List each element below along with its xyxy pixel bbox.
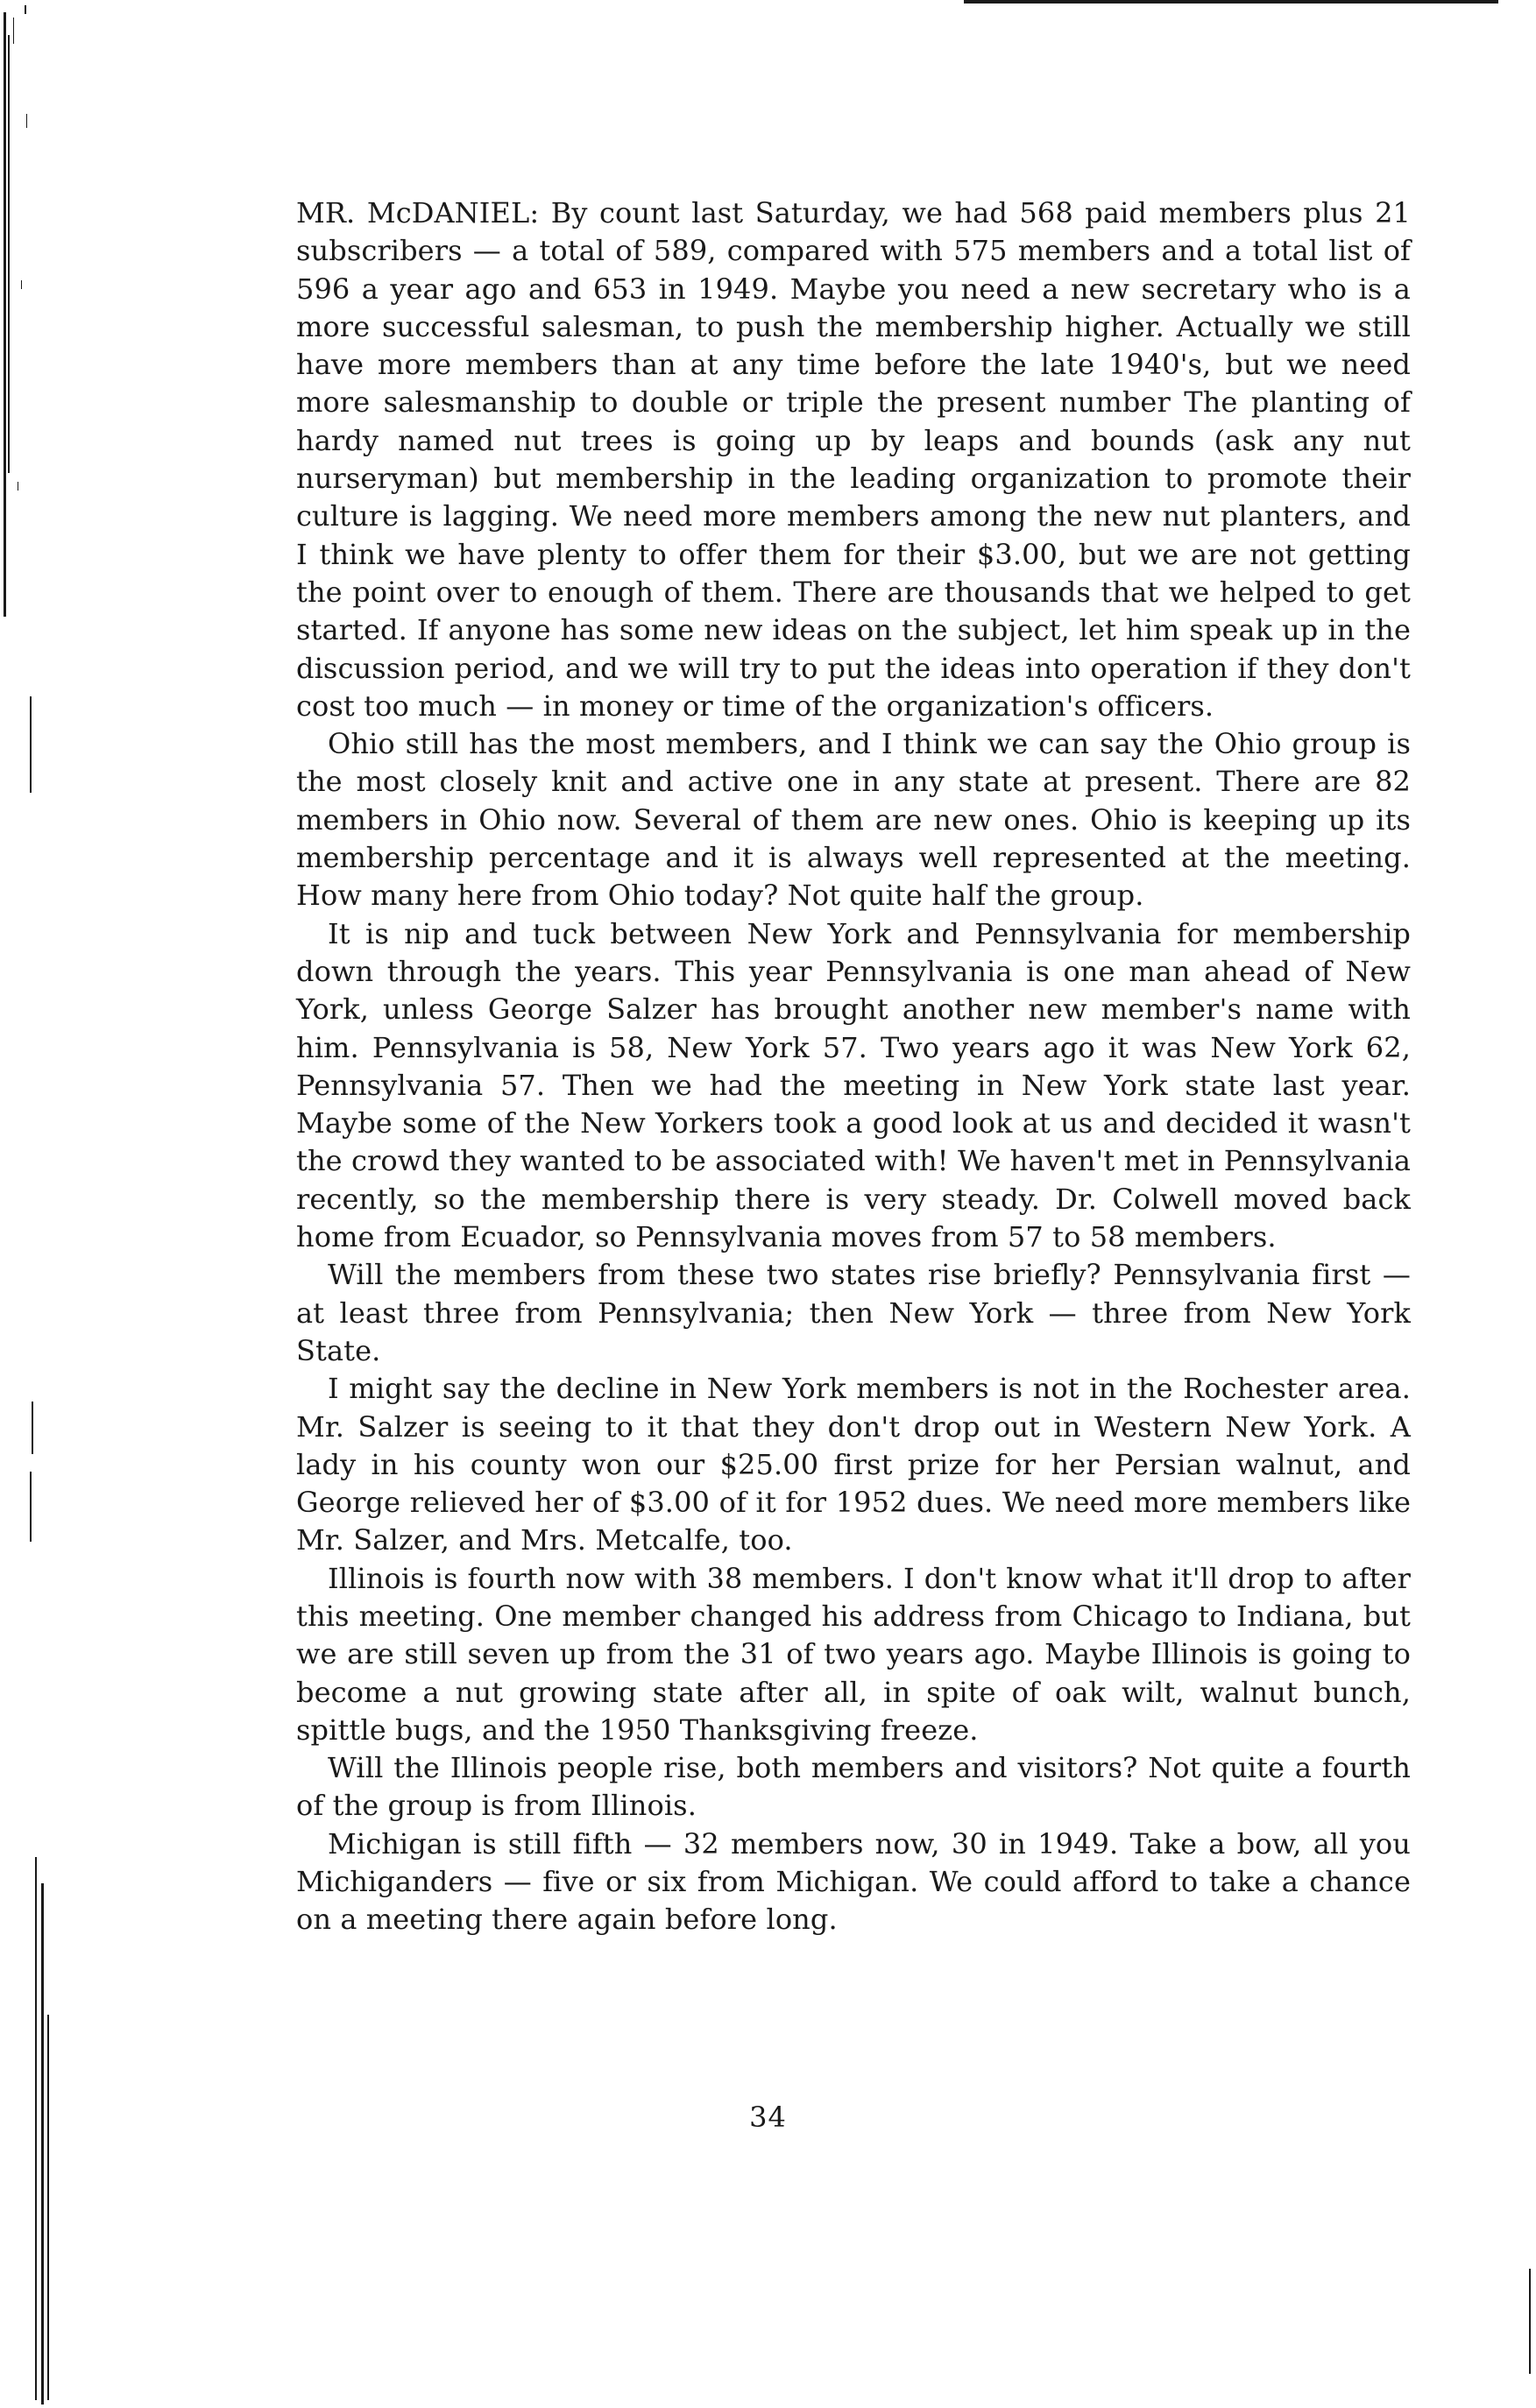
scan-edge-mark (30, 696, 32, 793)
scan-edge-mark (13, 18, 14, 44)
scan-edge-mark (21, 280, 22, 289)
scan-edge-mark (8, 35, 10, 473)
paragraph: Ohio still has the most members, and I think we can say the Ohio group is the most closely knit and active one in any state at present. There are 82 members in Ohio now. Several of them are new ones. Ohio is keeping up its membership percentage and it is always well represented at the meeting. How many here from Ohio today? Not quite half the group. (296, 727, 1411, 913)
scan-edge-mark (26, 114, 27, 128)
scan-edge-mark (41, 1883, 44, 2404)
paragraph: Will the members from these two states rise briefly? Pennsylvania first — at least three from Pennsylvania; then New York — three from New York State. (296, 1258, 1411, 1367)
paragraph: Illinois is fourth now with 38 members. I don't know what it'll drop to after this meeting. One member changed his address from Chicago to Indiana, but we are still seven up from the 31 of two years ago. Maybe Illinois is going to become a nut growing state after all, in spite of oak wilt, walnut bunch, spittle bugs, and the 1950 Thanksgiving freeze. (296, 1561, 1411, 1747)
paragraph: Michigan is still fifth — 32 members now, 30 in 1949. Take a bow, all you Michiganders — five or six from Michigan. We could afford to take a chance on a meeting there again before long. (296, 1826, 1411, 1937)
scan-edge-mark (4, 12, 6, 617)
paragraph: I might say the decline in New York members is not in the Rochester area. Mr. Salzer is seeing to it that they don't drop out in Western New York. A lady in his county won our $25.00 first prize for her Persian walnut, and George relieved her of $3.00 of it for 1952 dues. We need more members like Mr. Salzer, and Mrs. Metcalfe, too. (296, 1372, 1411, 1557)
scan-edge-mark (30, 1472, 32, 1542)
scan-edge-mark (47, 2015, 49, 2400)
paragraph: It is nip and tuck between New York and Pennsylvania for membership down through the years. This year Pennsylvania is one man ahead of New York, unless George Salzer has brought another new member's name with him. Pennsylvania is 58, New York 57. Two years ago it was New York 62, Pennsylvania 57. Then we had the meeting in New York state last year. Maybe some of the New Yorkers took a good look at us and decided it wasn't the crowd they wanted to be associated with! We haven't met in Pennsylvania recently, so the membership there is very steady. Dr. Colwell moved back home from Ecuador, so Pennsylvania moves from 57 to 58 members. (296, 916, 1411, 1254)
page-number: 34 (749, 2101, 787, 2134)
body-text (296, 194, 1411, 1939)
top-rule (964, 0, 1498, 4)
scan-edge-mark (32, 1402, 33, 1454)
paragraph: MR. McDANIEL: By count last Saturday, we had 568 paid members plus 21 subscribers — a total of 589, compared with 575 members and a total list of 596 a year ago and 653 in 1949. Maybe you need a new secretary who is a more successful salesman, to push the membership higher. Actually we still have more members than at any time before the late 1940's, but we need more salesmanship to double or triple the present number The planting of hardy named nut trees is going up by leaps and bounds (ask any nut nurseryman) but membership in the leading organization to promote their culture is lagging. We need more members among the new nut planters, and I think we have plenty to offer them for their $3.00, but we are not getting the point over to enough of them. There are thousands that we helped to get started. If anyone has some new ideas on the subject, let him speak up in the discussion period, and we will try to put the ideas into operation if they don't cost too much — in money or time of the organization's officers. (296, 196, 1411, 723)
scan-edge-mark (25, 5, 26, 14)
scan-edge-mark (1529, 2269, 1531, 2374)
paragraph: Will the Illinois people rise, both members and visitors? Not quite a fourth of the group is from Illinois. (296, 1751, 1411, 1823)
